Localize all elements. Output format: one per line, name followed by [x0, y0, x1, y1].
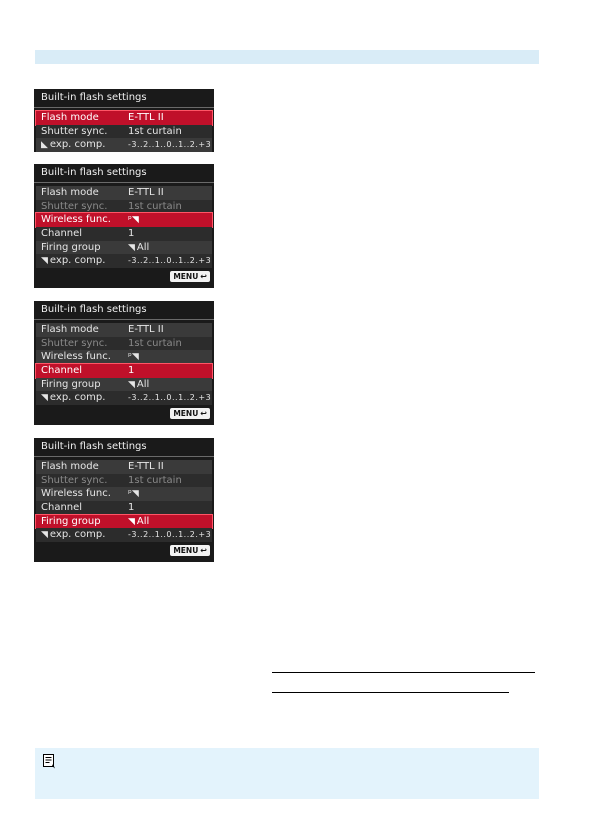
- note-icon: [43, 754, 56, 769]
- row-label: Channel: [41, 365, 83, 377]
- rule-line: [272, 672, 535, 673]
- menu-row-wireless-func[interactable]: [36, 213, 212, 227]
- exposure-scale: -3..2..1..0..1..2.+3: [128, 393, 212, 403]
- menu-back-button[interactable]: MENU ↩: [170, 271, 210, 282]
- wireless-flash-icon: ◥: [128, 379, 135, 390]
- row-label: Wireless func.: [41, 214, 111, 226]
- menu-row-firing-group[interactable]: [36, 515, 212, 529]
- row-label: Wireless func.: [41, 488, 111, 500]
- wireless-flash-icon: ◥: [41, 530, 48, 541]
- row-value: E-TTL II: [128, 461, 164, 472]
- menu-row-firing-group[interactable]: [36, 378, 212, 392]
- row-value: All: [136, 378, 150, 390]
- menu-row-firing-group[interactable]: [36, 241, 212, 255]
- row-value: All: [136, 241, 150, 253]
- menu-row-channel[interactable]: [36, 501, 212, 515]
- menu-back-button[interactable]: MENU ↩: [170, 545, 210, 556]
- row-label: Shutter sync.: [41, 200, 108, 212]
- menu-row-flash-mode[interactable]: [36, 186, 212, 200]
- row-label: Shutter sync.: [41, 474, 108, 486]
- return-icon: ↩: [200, 272, 207, 282]
- rule-line: [272, 692, 509, 693]
- row-label: Flash mode: [41, 187, 99, 198]
- wireless-flash-icon: ◥: [128, 242, 135, 253]
- return-icon: ↩: [200, 409, 207, 419]
- flash-settings-screen-4: [34, 438, 214, 562]
- menu-row-shutter-sync[interactable]: [36, 125, 212, 139]
- row-value: E-TTL II: [128, 112, 164, 123]
- wireless-flash-icon: ᵖ◥: [128, 215, 139, 226]
- menu-row-shutter-sync: [36, 474, 212, 488]
- wireless-flash-icon: ◥: [41, 256, 48, 267]
- flash-settings-screen-1: [34, 89, 214, 152]
- row-value: 1: [128, 502, 135, 514]
- exposure-scale: -3..2..1..0..1..2.+3: [128, 530, 212, 540]
- menu-row-exp-comp[interactable]: [36, 138, 212, 152]
- exposure-scale: -3..2..1..0..1..2.+3: [128, 140, 212, 150]
- menu-row-wireless-func[interactable]: [36, 350, 212, 364]
- wireless-flash-icon: ᵖ◥: [128, 352, 139, 363]
- menu-row-flash-mode[interactable]: [36, 111, 212, 125]
- row-label: exp. comp.: [49, 529, 106, 541]
- row-label: exp. comp.: [49, 139, 106, 151]
- flash-settings-screen-2: [34, 164, 214, 288]
- row-label: Firing group: [41, 378, 101, 390]
- row-label: Wireless func.: [41, 351, 111, 363]
- row-label: Channel: [41, 502, 83, 514]
- row-label: Shutter sync.: [41, 337, 108, 349]
- menu-row-flash-mode[interactable]: [36, 323, 212, 337]
- menu-row-channel[interactable]: [36, 227, 212, 241]
- wireless-flash-icon: ᵖ◥: [128, 489, 139, 500]
- screen-title: Built-in flash settings: [34, 164, 214, 183]
- row-label: exp. comp.: [49, 255, 106, 267]
- screen-title: Built-in flash settings: [34, 89, 214, 108]
- row-label: Firing group: [41, 241, 101, 253]
- section-header-band: [35, 50, 539, 64]
- note-box: [35, 748, 539, 799]
- menu-row-shutter-sync: [36, 200, 212, 214]
- row-label: Channel: [41, 228, 83, 240]
- row-value: 1st curtain: [128, 474, 182, 486]
- row-value: E-TTL II: [128, 324, 164, 335]
- menu-row-channel[interactable]: [36, 364, 212, 378]
- wireless-flash-icon: ◥: [41, 393, 48, 404]
- screen-title: Built-in flash settings: [34, 438, 214, 457]
- row-label: Firing group: [41, 515, 101, 527]
- row-label: Shutter sync.: [41, 125, 108, 137]
- row-label: exp. comp.: [49, 392, 106, 404]
- row-value: 1st curtain: [128, 125, 182, 137]
- menu-row-shutter-sync: [36, 337, 212, 351]
- menu-row-exp-comp[interactable]: [36, 254, 212, 268]
- flash-settings-screen-3: [34, 301, 214, 425]
- row-value: 1: [128, 228, 135, 240]
- exposure-scale: -3..2..1..0..1..2.+3: [128, 256, 212, 266]
- menu-row-wireless-func[interactable]: [36, 487, 212, 501]
- row-label: Flash mode: [41, 461, 99, 472]
- menu-back-button[interactable]: MENU ↩: [170, 408, 210, 419]
- row-label: Flash mode: [41, 112, 99, 123]
- return-icon: ↩: [200, 546, 207, 556]
- row-value: 1: [128, 365, 135, 377]
- menu-row-flash-mode[interactable]: [36, 460, 212, 474]
- flash-icon: ◣: [41, 140, 48, 151]
- menu-row-exp-comp[interactable]: [36, 391, 212, 405]
- row-value: All: [136, 515, 150, 527]
- menu-row-exp-comp[interactable]: [36, 528, 212, 542]
- row-label: Flash mode: [41, 324, 99, 335]
- screen-title: Built-in flash settings: [34, 301, 214, 320]
- row-value: E-TTL II: [128, 187, 164, 198]
- wireless-flash-icon: ◥: [128, 516, 135, 527]
- row-value: 1st curtain: [128, 337, 182, 349]
- row-value: 1st curtain: [128, 200, 182, 212]
